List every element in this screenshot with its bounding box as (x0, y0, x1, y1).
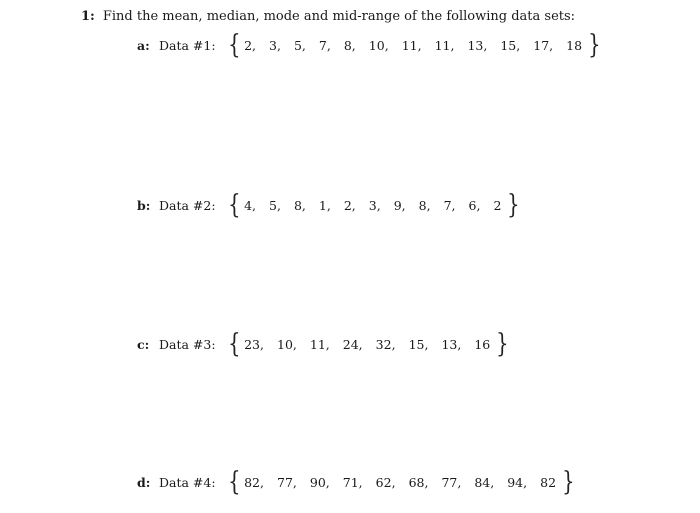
data-value: 7, (443, 197, 456, 213)
data-value: 8, (293, 197, 306, 213)
data-value: 90, (309, 474, 330, 490)
data-value: 2 (493, 197, 502, 213)
problem-instruction: Find the mean, median, mode and mid-range of the following data sets: (102, 9, 576, 24)
part-c (137, 329, 511, 359)
part-letter: c: (137, 336, 150, 352)
close-brace: } (588, 30, 601, 60)
open-brace: { (227, 190, 241, 220)
data-value: 2, (343, 197, 356, 213)
data-value: 23, (244, 336, 264, 352)
data-value: 77, (277, 474, 297, 490)
close-brace: } (507, 190, 520, 220)
data-value: 10, (277, 336, 297, 352)
data-value: 9, (393, 197, 406, 213)
data-set-label: Data #4: (159, 474, 216, 490)
data-value: 5, (269, 197, 281, 213)
data-values (244, 475, 558, 490)
data-value: 13, (467, 37, 488, 53)
data-value: 11, (309, 336, 330, 352)
data-value: 82, (244, 474, 264, 490)
data-value: 84, (474, 474, 495, 490)
part-d (137, 467, 577, 497)
problem-header (81, 9, 575, 24)
close-brace: } (496, 329, 509, 359)
data-value: 68, (408, 474, 429, 490)
open-brace: { (227, 329, 241, 359)
part-b (137, 190, 522, 220)
data-value: 5, (293, 37, 306, 53)
data-set-label: Data #3: (159, 336, 216, 352)
data-value: 77, (441, 474, 462, 490)
data-value: 24, (342, 336, 363, 352)
data-value: 94, (507, 474, 528, 490)
open-brace: { (227, 467, 241, 497)
data-value: 82 (540, 474, 557, 490)
data-value: 62, (375, 474, 396, 490)
part-letter: a: (137, 37, 150, 53)
data-values (244, 198, 503, 213)
data-value: 13, (441, 336, 462, 352)
data-value: 32, (375, 336, 396, 352)
open-brace: { (227, 30, 241, 60)
part-letter: d: (137, 474, 151, 490)
data-value: 7, (318, 37, 331, 53)
data-value: 11, (401, 37, 422, 53)
data-values (244, 337, 492, 352)
data-value: 11, (434, 37, 455, 53)
data-value: 6, (468, 197, 481, 213)
data-value: 18 (566, 37, 583, 53)
data-value: 17, (533, 37, 554, 53)
data-value: 10, (368, 37, 389, 53)
data-value: 3, (269, 37, 281, 53)
data-set-label: Data #2: (159, 197, 216, 213)
part-a (137, 30, 603, 60)
data-value: 4, (244, 197, 257, 213)
data-set-label: Data #1: (159, 37, 216, 53)
data-value: 8, (343, 37, 356, 53)
data-value: 15, (500, 37, 521, 53)
part-letter: b: (137, 197, 151, 213)
data-value: 15, (408, 336, 429, 352)
close-brace: } (562, 467, 575, 497)
data-value: 1, (318, 197, 331, 213)
data-values (244, 38, 584, 53)
data-value: 16 (474, 336, 491, 352)
data-value: 8, (418, 197, 431, 213)
data-value: 3, (368, 197, 381, 213)
problem-number: 1: (81, 9, 95, 24)
data-value: 2, (244, 37, 257, 53)
data-value: 71, (342, 474, 363, 490)
